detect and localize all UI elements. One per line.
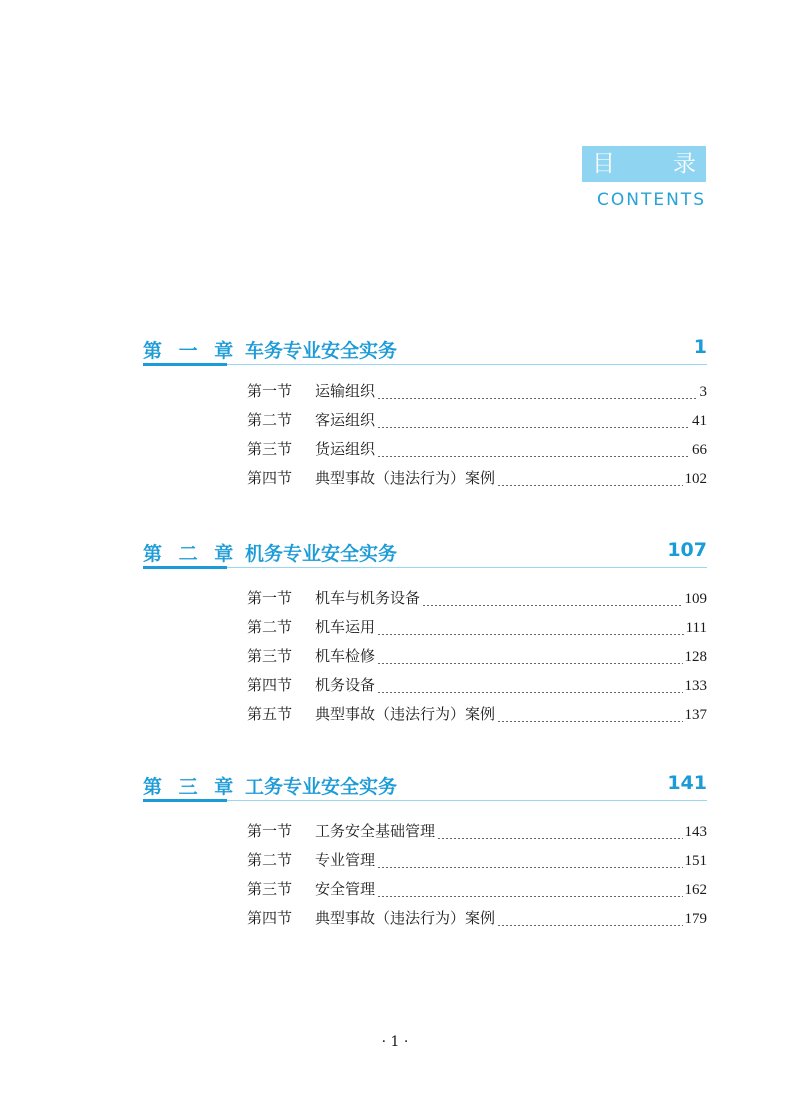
section-label: 第二节 <box>247 851 293 869</box>
section-label: 第五节 <box>247 705 293 723</box>
chapter-3-heading[interactable] <box>143 764 707 804</box>
chapter-rule <box>143 800 707 801</box>
toc-entry[interactable] <box>247 438 707 467</box>
toc-title-char-1: 目 <box>592 151 615 177</box>
section-label: 第四节 <box>247 676 293 694</box>
chapter-page: 141 <box>667 772 707 794</box>
chapter-2-sections <box>247 587 707 732</box>
toc-entry[interactable] <box>247 467 707 496</box>
section-page: 66 <box>692 442 707 458</box>
dot-leader <box>377 867 682 868</box>
section-title: 货运组织 <box>315 440 376 458</box>
chapter-number: 第 三 章 <box>143 776 239 798</box>
section-label: 第四节 <box>247 469 293 487</box>
section-label: 第三节 <box>247 647 293 665</box>
dot-leader <box>377 456 690 457</box>
section-title: 专业管理 <box>315 851 376 869</box>
section-page: 133 <box>684 678 707 694</box>
section-page: 3 <box>699 384 707 400</box>
chapter-page: 107 <box>667 539 707 561</box>
section-label: 第一节 <box>247 822 293 840</box>
section-label: 第三节 <box>247 880 293 898</box>
dot-leader <box>377 398 697 399</box>
section-title: 典型事故（违法行为）案例 <box>315 469 496 487</box>
section-page: 109 <box>684 591 707 607</box>
chapter-1-sections <box>247 380 707 496</box>
section-title: 机务设备 <box>315 676 376 694</box>
toc-entry[interactable] <box>247 616 707 645</box>
section-title: 机车检修 <box>315 647 376 665</box>
dot-leader <box>377 896 682 897</box>
section-title: 机车与机务设备 <box>315 589 421 607</box>
toc-entry[interactable] <box>247 878 707 907</box>
chapter-rule-accent <box>143 799 227 802</box>
section-page: 111 <box>685 620 707 636</box>
toc-entry[interactable] <box>247 645 707 674</box>
chapter-rule-accent <box>143 566 227 569</box>
chapter-3-sections <box>247 820 707 936</box>
section-title: 典型事故（违法行为）案例 <box>315 909 496 927</box>
section-label: 第二节 <box>247 618 293 636</box>
toc-entry[interactable] <box>247 587 707 616</box>
section-label: 第一节 <box>247 382 293 400</box>
chapter-page: 1 <box>693 336 707 358</box>
dot-leader <box>377 663 682 664</box>
chapter-rule-accent <box>143 363 227 366</box>
section-title: 典型事故（违法行为）案例 <box>315 705 496 723</box>
toc-entry[interactable] <box>247 674 707 703</box>
section-title: 运输组织 <box>315 382 376 400</box>
section-title: 安全管理 <box>315 880 376 898</box>
dot-leader <box>377 427 690 428</box>
section-page: 179 <box>684 911 707 927</box>
section-page: 151 <box>684 853 707 869</box>
chapter-2-heading[interactable] <box>143 531 707 571</box>
section-page: 137 <box>684 707 707 723</box>
chapter-number: 第 一 章 <box>143 340 239 362</box>
chapter-1-heading[interactable] <box>143 328 707 368</box>
section-page: 143 <box>684 824 707 840</box>
section-label: 第四节 <box>247 909 293 927</box>
toc-entry[interactable] <box>247 380 707 409</box>
section-title: 机车运用 <box>315 618 376 636</box>
section-page: 102 <box>684 471 707 487</box>
chapter-number: 第 二 章 <box>143 543 239 565</box>
section-label: 第二节 <box>247 411 293 429</box>
section-title: 客运组织 <box>315 411 376 429</box>
toc-entry[interactable] <box>247 849 707 878</box>
dot-leader <box>377 634 684 635</box>
section-page: 162 <box>684 882 707 898</box>
section-page: 41 <box>692 413 707 429</box>
toc-entry[interactable] <box>247 907 707 936</box>
dot-leader <box>497 485 682 486</box>
chapter-rule <box>143 567 707 568</box>
toc-title-box <box>582 146 706 182</box>
toc-subtitle: CONTENTS <box>597 190 706 210</box>
dot-leader <box>497 721 682 722</box>
toc-entry[interactable] <box>247 703 707 732</box>
section-page: 128 <box>684 649 707 665</box>
chapter-title: 工务专业安全实务 <box>245 776 398 798</box>
dot-leader <box>497 925 682 926</box>
page-number: · 1 · <box>381 1034 409 1050</box>
chapter-title: 车务专业安全实务 <box>245 340 398 362</box>
section-title: 工务安全基础管理 <box>315 822 436 840</box>
toc-title-char-2: 录 <box>673 151 696 177</box>
dot-leader <box>437 838 682 839</box>
chapter-title: 机务专业安全实务 <box>245 543 398 565</box>
section-label: 第一节 <box>247 589 293 607</box>
toc-entry[interactable] <box>247 820 707 849</box>
chapter-rule <box>143 364 707 365</box>
dot-leader <box>422 605 682 606</box>
toc-header <box>582 146 706 210</box>
section-label: 第三节 <box>247 440 293 458</box>
toc-entry[interactable] <box>247 409 707 438</box>
dot-leader <box>377 692 682 693</box>
